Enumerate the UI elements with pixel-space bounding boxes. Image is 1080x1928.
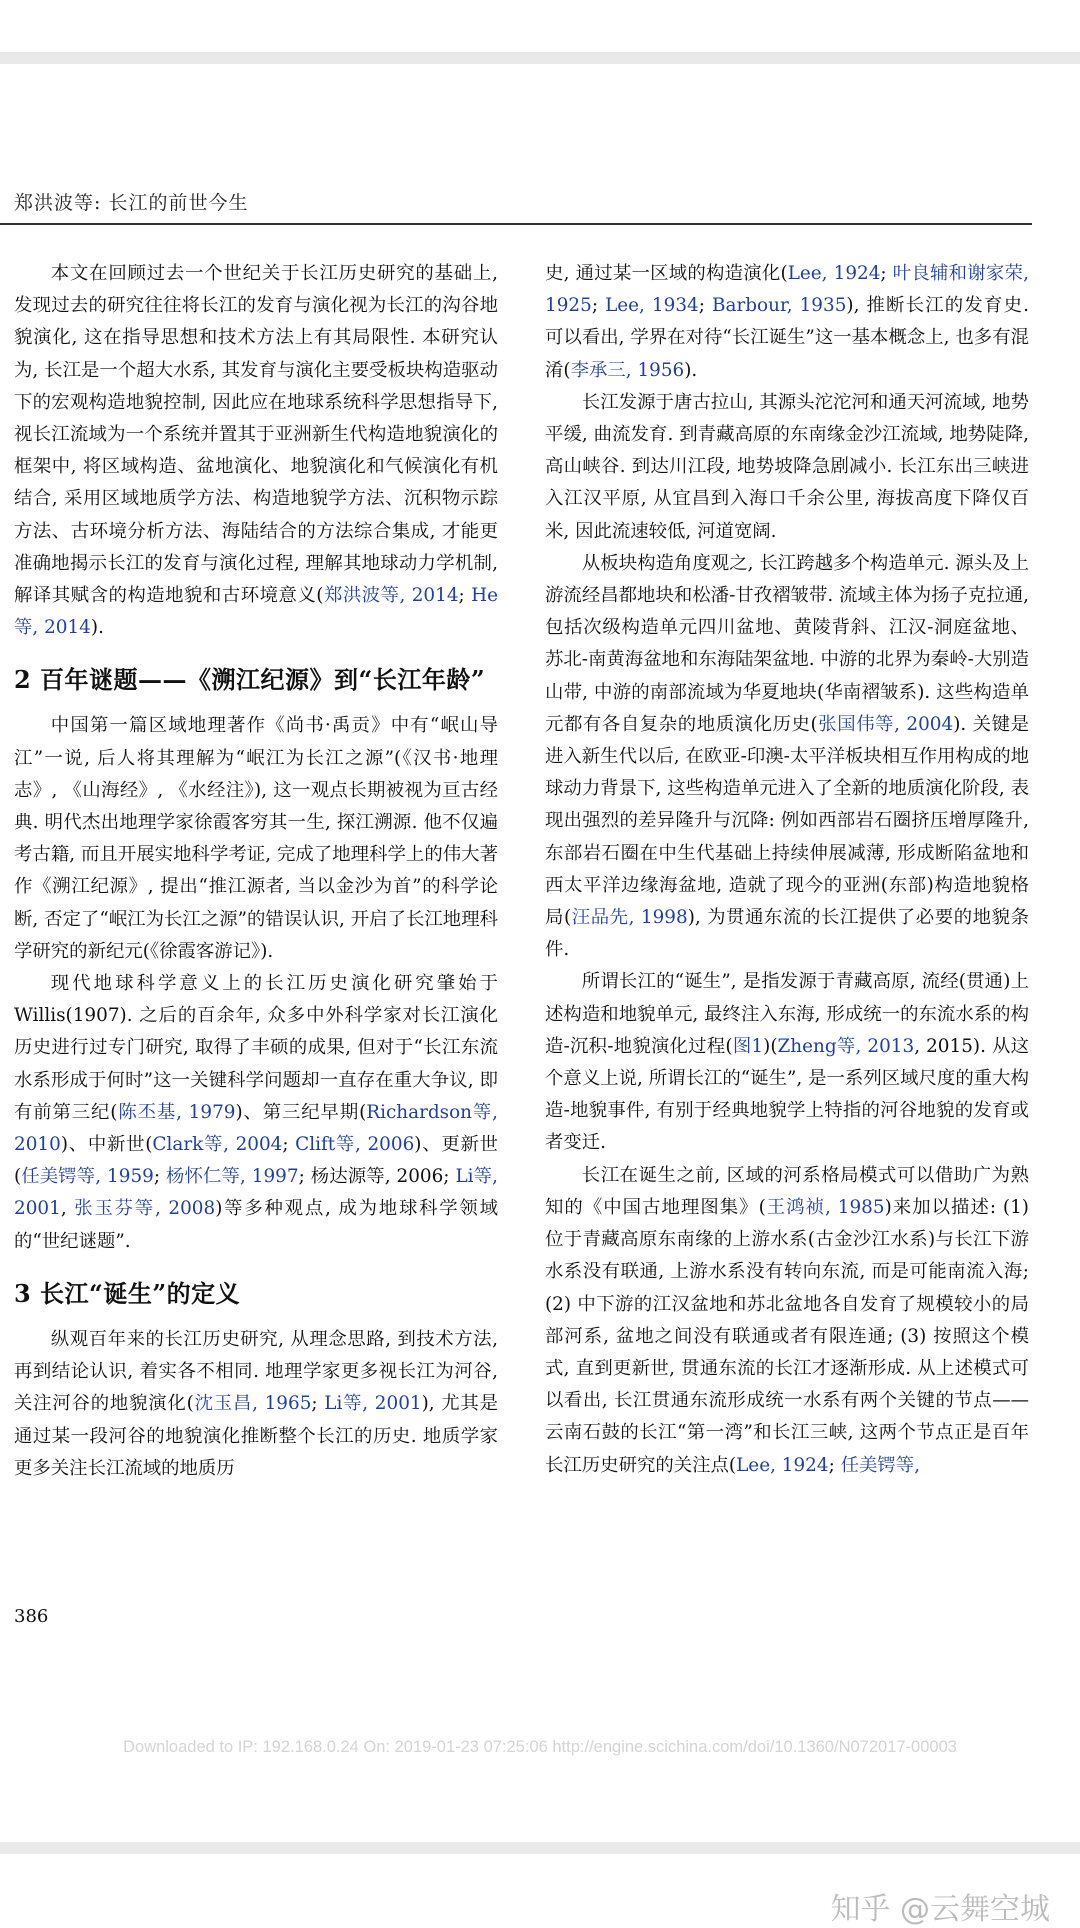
citation-link[interactable]: He等, 2014 [14, 585, 498, 639]
citation-link[interactable]: Lee, 1924 [787, 263, 881, 284]
top-gray-bar [0, 52, 1080, 64]
figure-link[interactable]: 图1 [732, 1035, 764, 1057]
citation-link[interactable]: 汪品先, 1998 [571, 907, 688, 929]
section-heading: 3 长江“诞生”的定义 [14, 1278, 241, 1308]
left-column [14, 258, 498, 1485]
paragraph: 史, 通过某一区域的构造演化(Lee, 1924; 叶良辅和谢家荣, 1925; Lee, 1934; Barbour, 1935), 推断长江的发育史. 可以看出, 学界在对待“长江诞生”这一基本概念上, 也多有混淆(李承三, 1956). [545, 263, 1029, 381]
header-rule [0, 223, 1032, 225]
citation-link[interactable]: Lee, 1934 [605, 295, 699, 317]
citation-link[interactable]: Lee, 1924 [736, 1454, 829, 1476]
citation-link[interactable]: 陈丕基, 1979 [117, 1101, 236, 1123]
citation-link[interactable]: Li等, 2001 [14, 1166, 498, 1220]
paragraph: 所谓长江的“诞生”, 是指发源于青藏高原, 流经(贯通)上述构造和地貌单元, 最终注入东海, 形成统一的东流水系的构造-沉积-地貌演化过程(图1)(Zheng等, 2013, 2015). 从这个意义上说, 所谓长江的“诞生”, 是一系列区域尺度的重大构造-地貌事件, 有别于经典地貌学上特指的河谷地貌的发育或者变迁. [545, 971, 1030, 1154]
citation-link[interactable]: 李承三, 1956 [570, 359, 685, 381]
download-stamp: Downloaded to IP: 192.168.0.24 On: 2019-01-23 07:25:06 http://engine.scichina.com/doi/10.1360/N072017-00003 [123, 1738, 957, 1756]
citation-link[interactable]: Li等, 2001 [324, 1393, 422, 1415]
citation-link[interactable]: Zheng等, 2013 [777, 1035, 915, 1057]
citation-link[interactable]: 张国伟等, 2004 [817, 713, 954, 735]
paragraph: 中国第一篇区域地理著作《尚书·禹贡》中有“岷山导江”一说, 后人将其理解为“岷江为长江之源”(《汉书·地理志》, 《山海经》, 《水经注》), 这一观点长期被视为亘古经典. 明代杰出地理学家徐霞客穷其一生, 探江溯源. 他不仅遍考古籍, 而且开展实地科学考证, 完成了地理科学上的伟大著作《溯江纪源》, 提出“推江源者, 当以金沙为首”的科学论断, 否定了“岷江为长江之源”的错误认识, 开启了长江地理科学研究的新纪元(《徐霞客游记》). [14, 715, 498, 962]
citation-link[interactable]: 郑洪波等, 2014 [323, 585, 459, 607]
citation-link[interactable]: 任美锷等, 1959 [21, 1166, 154, 1188]
citation-link[interactable]: 沈玉昌, 1965 [193, 1393, 312, 1415]
paragraph: 从板块构造角度观之, 长江跨越多个构造单元. 源头及上游流经昌都地块和松潘-甘孜褶皱带. 流域主体为扬子克拉通, 包括次级构造单元四川盆地、黄陵背斜、江汉-洞庭盆地、苏北-南黄海盆地和东海陆架盆地. 中游的北界为秦岭-大别造山带, 中游的南部流域为华夏地块(华南褶皱系). 这些构造单元都有各自复杂的地质演化历史(张国伟等, 2004). 关键是进入新生代以后, 在欧亚-印澳-太平洋板块相互作用构成的地球动力背景下, 这些构造单元进入了全新的地质演化阶段, 表现出强烈的差异隆升与沉降: 例如西部岩石圈挤压增厚隆升, 东部岩石圈在中生代基础上持续伸展减薄, 形成断陷盆地和西太平洋边缘海盆地, 造就了现今的亚洲(东部)构造地貌格局(汪品先, 1998), 为贯通东流的长江提供了必要的地貌条件. [545, 552, 1029, 961]
citation-link[interactable]: 王鸿祯, 1985 [765, 1196, 885, 1218]
bottom-gray-bar [0, 1842, 1080, 1854]
page-number: 386 [14, 1606, 49, 1627]
paragraph: 现代地球科学意义上的长江历史演化研究肇始于Willis(1907). 之后的百余年, 众多中外科学家对长江演化历史进行过专门研究, 取得了丰硕的成果, 但对于“长江东流水系形成于何时”这一关键科学问题却一直存在重大争议, 即有前第三纪(陈丕基, 1979)、第三纪早期(Richardson等, 2010)、中新世(Clark等, 2004; Clift等, 2006)、更新世(任美锷等, 1959; 杨怀仁等, 1997; 杨达源等, 2006; Li等, 2001, 张玉芬等, 2008)等多种观点, 成为地球科学领域的“世纪谜题”. [14, 973, 498, 1252]
citation-link[interactable]: 张玉芬等, 2008 [74, 1198, 216, 1220]
paragraph: 纵观百年来的长江历史研究, 从理念思路, 到技术方法, 再到结论认识, 着实各不相同. 地理学家更多视长江为河谷, 关注河谷的地貌演化(沈玉昌, 1965; Li等, 2001), 尤其是通过某一段河谷的地貌演化推断整个长江的历史. 地质学家更多关注长江流域的地质历 [14, 1328, 498, 1479]
citation-link[interactable]: 任美锷等, [840, 1454, 921, 1476]
section-heading: 2 百年谜题——《溯江纪源》到“长江年龄” [14, 665, 486, 695]
citation-link[interactable]: Richardson等, 2010 [14, 1101, 498, 1156]
watermark: 知乎 @云舞空城 [830, 1892, 1050, 1927]
citation-link[interactable]: 杨怀仁等, 1997 [166, 1166, 299, 1188]
citation-link[interactable]: 叶良辅和谢家荣, 1925 [545, 263, 1029, 317]
citation-link[interactable]: Clift等, 2006 [295, 1134, 415, 1156]
paragraph: 本文在回顾过去一个世纪关于长江历史研究的基础上, 发现过去的研究往往将长江的发育与演化视为长江的沟谷地貌演化, 这在指导思想和技术方法上有其局限性. 本研究认为, 长江是一个超大水系, 其发育与演化主要受板块构造驱动下的宏观构造地貌控制, 因此应在地球系统科学思想指导下, 视长江流域为一个系统并置其于亚洲新生代构造地貌演化的框架中, 将区域构造、盆地演化、地貌演化和气候演化有机结合, 采用区域地质学方法、构造地貌学方法、沉积物示踪方法、古环境分析方法、海陆结合的方法综合集成, 才能更准确地揭示长江的发育与演化过程, 理解其地球动力学机制, 解译其赋含的构造地貌和古环境意义(郑洪波等, 2014; He等, 2014). [14, 263, 498, 639]
right-column [545, 258, 1029, 1482]
citation-link[interactable]: Clark等, 2004 [152, 1134, 283, 1156]
paragraph: 长江在诞生之前, 区域的河系格局模式可以借助广为熟知的《中国古地理图集》(王鸿祯, 1985)来加以描述: (1) 位于青藏高原东南缘的上游水系(古金沙江水系)与长江下游水系没有联通, 上游水系没有转向东流, 而是可能南流入海; (2) 中下游的江汉盆地和苏北盆地各自发育了规模较小的局部河系, 盆地之间没有联通或者有限连通; (3) 按照这个模式, 直到更新世, 贯通东流的长江才逐渐形成. 从上述模式可以看出, 长江贯通东流形成统一水系有两个关键的节点——云南石鼓的长江“第一湾”和长江三峡, 这两个节点正是百年长江历史研究的关注点(Lee, 1924; 任美锷等, [545, 1164, 1029, 1476]
running-head: 郑洪波等: 长江的前世今生 [14, 192, 249, 214]
paragraph: 长江发源于唐古拉山, 其源头沱沱河和通天河流域, 地势平缓, 曲流发育. 到青藏高原的东南缘金沙江流域, 地势陡降, 高山峡谷. 到达川江段, 地势坡降急剧减小. 长江东出三峡进入江汉平原, 从宜昌到入海口千余公里, 海拔高度下降仅百米, 因此流速较低, 河道宽阔. [545, 391, 1029, 542]
citation-link[interactable]: Barbour, 1935 [711, 295, 847, 317]
